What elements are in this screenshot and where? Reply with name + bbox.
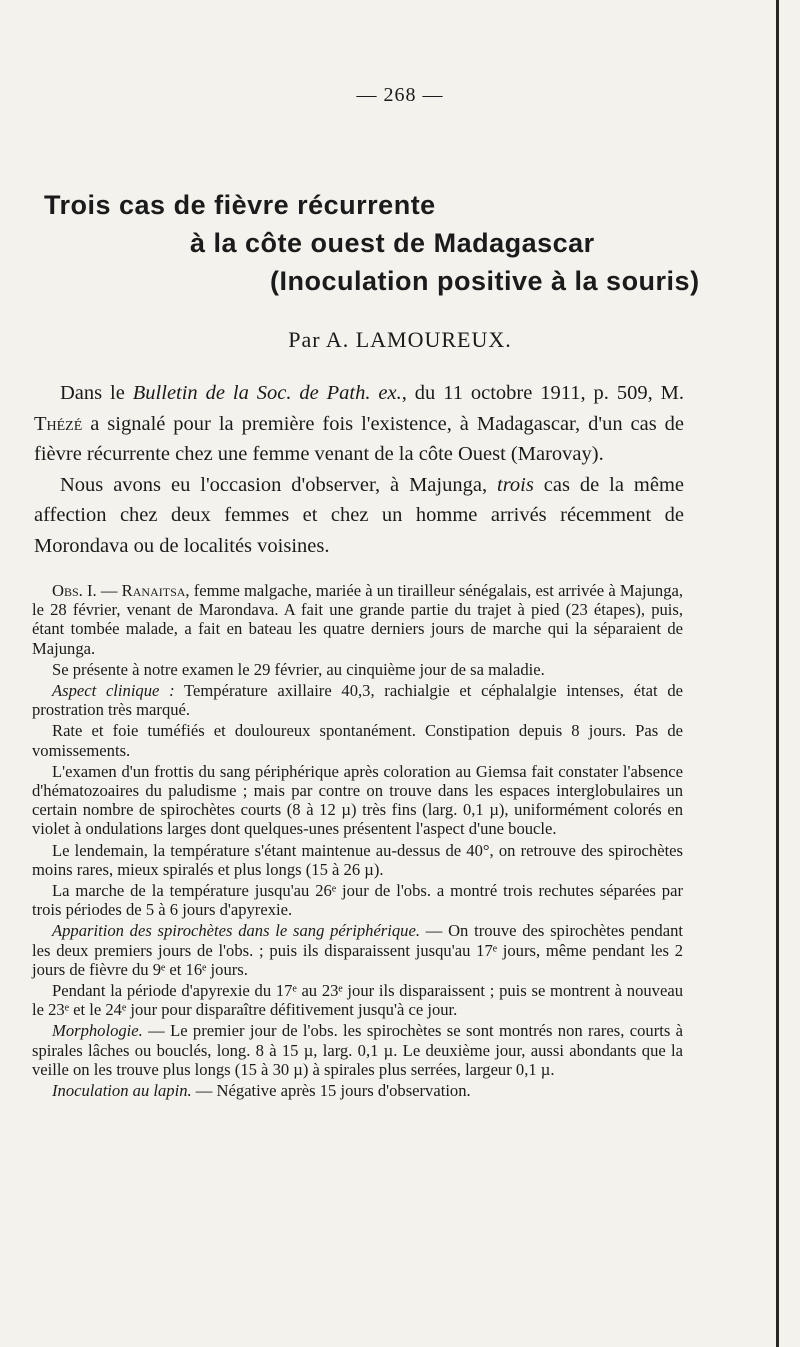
obs-paragraph-3: Aspect clinique : Température axillaire 40,3, rachialgie et céphalalgie intenses, état de prostration très marqué. (32, 681, 683, 720)
obs-paragraph-2: Se présente à notre examen le 29 février, au cinquième jour de sa maladie. (52, 659, 545, 679)
patient-name: Ranaitsa (121, 581, 186, 600)
intro-paragraph-1: Dans le Bulletin de la Soc. de Path. ex., du 11 octobre 1911, p. 509, M. Thézé a signalé pour la première fois l'existence, à Madagascar, d'un cas de fièvre récurrente chez une femme venant de la côte Ouest (Marovay). (34, 382, 684, 465)
obs-paragraph-11: Inoculation au lapin. — Négative après 15 jours d'observation. (52, 1081, 471, 1101)
section-label-morphologie: Morphologie. (52, 1021, 143, 1041)
page-edge-rule (776, 0, 779, 1347)
obs-paragraph-5: L'examen d'un frottis du sang périphérique après coloration au Giemsa fait constater l'absence d'hématozoaires du paludisme ; mais par contre on trouve dans les espaces interglobulaires un certain nombre de spirochètes courts (8 à 12 µ) très fins (larg. 0,1 µ), uniformément colorés en violet à ondulations larges dont quelques-unes présentent l'aspect d'une boucle. (32, 761, 683, 839)
article-title-line-3: (Inoculation positive à la souris) (270, 266, 700, 296)
article-title-line-1: Trois cas de fièvre récurrente (44, 190, 436, 220)
observation-1 (32, 581, 683, 1102)
obs-paragraph-7: La marche de la température jusqu'au 26ᵉ jour de l'obs. a montré trois rechutes séparées par trois périodes de 5 à 6 jours d'apyrexie. (32, 881, 683, 920)
obs-heading: Obs. I. (52, 581, 97, 600)
intro-paragraph-2: Nous avons eu l'occasion d'observer, à Majunga, trois cas de la même affection chez deux femmes et chez un homme arrivés récemment de Morondava ou de localités voisines. (34, 473, 684, 557)
obs-paragraph-10: Morphologie. — Le premier jour de l'obs. les spirochètes se sont montrés non rares, courts à spirales lâches ou bouclés, long. 8 à 15 µ, larg. 0,1 µ. Le deuxième jour, aussi abondants que la veille on les trouve plus longs (15 à 30 µ) à spirales plus serrées, largeur 0,1 µ. (32, 1021, 683, 1079)
author-byline: Par A. LAMOUREUX. (288, 327, 512, 352)
cited-author: Thézé (34, 412, 83, 435)
article-title-line-2: à la côte ouest de Madagascar (190, 228, 595, 258)
page-number: — 268 — (356, 84, 444, 106)
obs-paragraph-8: Apparition des spirochètes dans le sang périphérique. — On trouve des spirochètes pendant les deux premiers jours de l'obs. ; puis ils disparaissent jusqu'au 17ᵉ jours, même pendant les 2 jours de fièvre du 9ᵉ et 16ᵉ jours. (32, 921, 683, 979)
section-label-inoculation: Inoculation au lapin. (52, 1081, 192, 1101)
introduction (34, 378, 684, 561)
section-label-apparition: Apparition des spirochètes dans le sang périphérique. (52, 921, 420, 941)
section-label-aspect-clinique: Aspect clinique : (52, 681, 175, 701)
journal-title: Bulletin de la Soc. de Path. ex. (132, 382, 402, 404)
obs-paragraph-6: Le lendemain, la température s'étant maintenue au-dessus de 40°, on retrouve des spirochètes moins rares, mieux spiralés et plus longs (15 à 26 µ). (32, 840, 683, 879)
obs-paragraph-9: Pendant la période d'apyrexie du 17ᵉ au 23ᵉ jour ils disparaissent ; puis se montrent à nouveau le 23ᵉ et le 24ᵉ jour pour disparaître défitivement jusqu'à ce jour. (32, 981, 683, 1020)
obs-paragraph-1: Obs. I. — Ranaitsa, femme malgache, mariée à un tirailleur sénégalais, est arrivée à Majunga, le 28 février, venant de Marondava. A fait une grande partie du trajet à pied (23 étapes), puis, étant tombée malade, a fait en bateau les quatre derniers jours de marche qui la séparaient de Majunga. (32, 581, 684, 658)
obs-paragraph-4: Rate et foie tuméfiés et douloureux spontanément. Constipation depuis 8 jours. Pas de vomissements. (32, 721, 683, 760)
